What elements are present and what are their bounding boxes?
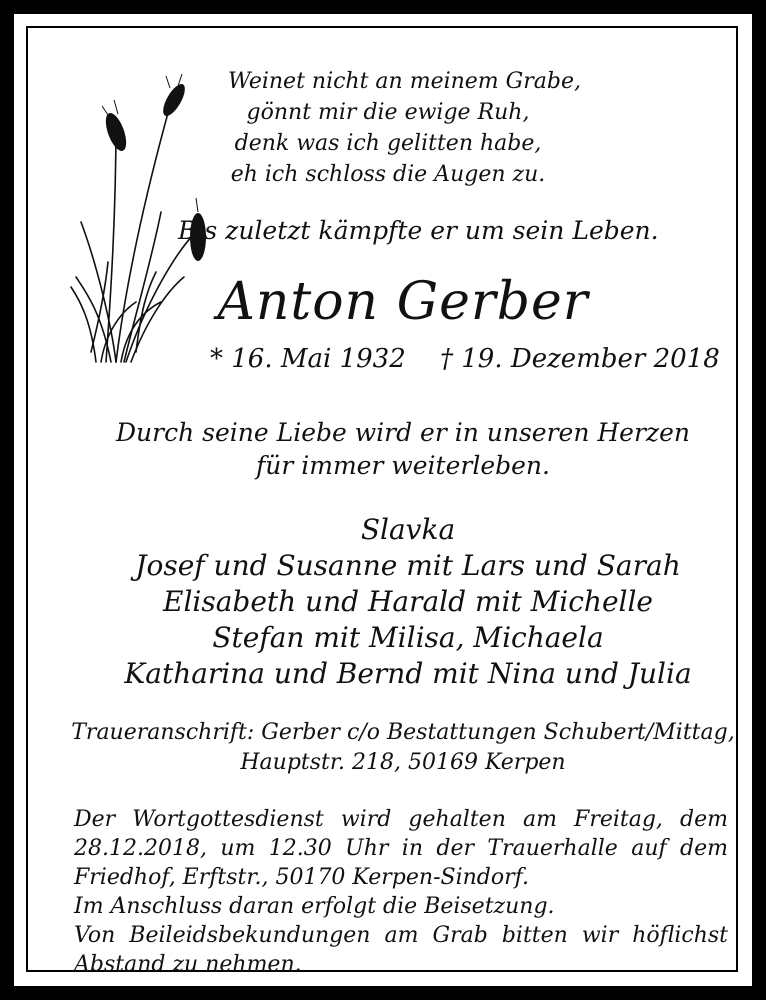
service-line: Von Beileidsbekundungen am Grab bitten wir höflichst <box>74 923 728 948</box>
family-line: Josef und Susanne mit Lars und Sarah <box>135 549 681 582</box>
service-line: Im Anschluss daran erfolgt die Beisetzung. <box>74 894 555 919</box>
service-line: Friedhof, Erftstr., 50170 Kerpen-Sindorf. <box>74 865 529 890</box>
love-line: Durch seine Liebe wird er in unseren Herzen <box>115 418 690 447</box>
address-line: Traueranschrift: Gerber c/o Bestattungen Schubert/Mittag, <box>71 720 735 745</box>
love-line: für immer weiterleben. <box>256 451 550 480</box>
poem-line: Weinet nicht an meinem Grabe, <box>228 69 581 94</box>
family-line: Katharina und Bernd mit Nina und Julia <box>124 657 692 690</box>
address-line: Hauptstr. 218, 50169 Kerpen <box>240 750 566 775</box>
death-date: † 19. Dezember 2018 <box>440 344 720 374</box>
love-message <box>108 416 698 482</box>
family-line: Elisabeth und Harald mit Michelle <box>163 585 653 618</box>
poem-line: denk was ich gelitten habe, <box>234 131 542 156</box>
deceased-name: Anton Gerber <box>217 272 589 332</box>
poem-line: eh ich schloss die Augen zu. <box>230 162 546 187</box>
service-line: Abstand zu nehmen. <box>74 952 302 977</box>
mourning-address <box>68 718 738 778</box>
obituary-card <box>14 14 752 986</box>
family-line: Stefan mit Milisa, Michaela <box>212 621 604 654</box>
obituary-frame <box>26 26 738 977</box>
service-line: Der Wortgottesdienst wird gehalten am Freitag, dem <box>74 807 728 832</box>
service-line: 28.12.2018, um 12.30 Uhr in der Trauerhalle auf dem <box>74 836 728 861</box>
birth-date: * 16. Mai 1932 <box>210 344 406 374</box>
poem-line: gönnt mir die ewige Ruh, <box>246 100 530 125</box>
family-line: Slavka <box>360 513 456 546</box>
fight-line: Bis zuletzt kämpfte er um sein Leben. <box>178 216 659 245</box>
family-list <box>88 512 728 692</box>
poem <box>228 66 581 190</box>
service-info <box>74 805 728 979</box>
